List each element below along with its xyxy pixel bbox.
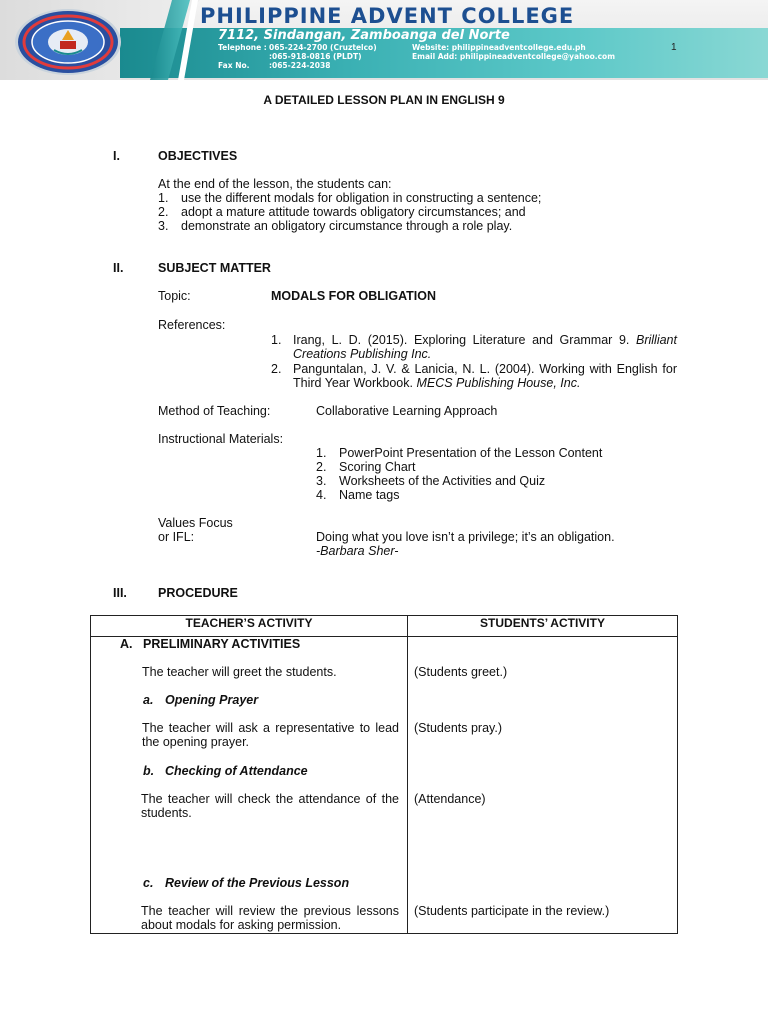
material-number: 4. xyxy=(316,488,327,502)
references-label: References: xyxy=(158,318,226,332)
procedure-numeral: III. xyxy=(113,586,127,600)
objective-number: 3. xyxy=(158,219,169,233)
section-title: PRELIMINARY ACTIVITIES xyxy=(143,637,301,651)
reference-publisher: MECS Publishing House, Inc. xyxy=(416,376,581,390)
subsection-letter: a. xyxy=(143,693,154,707)
subject-matter-numeral: II. xyxy=(113,261,124,275)
college-name: PHILIPPINE ADVENT COLLEGE xyxy=(200,4,575,28)
teacher-activity: The teacher will ask a representative to lead the opening prayer. xyxy=(142,721,399,749)
topic-value: MODALS FOR OBLIGATION xyxy=(271,289,437,303)
teacher-activity-header: TEACHER’S ACTIVITY xyxy=(91,616,408,637)
fax-number: :065-224-2038 xyxy=(269,61,331,70)
teacher-activity-cell xyxy=(91,637,408,934)
reference-text: Irang, L. D. (2015). Exploring Literature and Grammar 9. xyxy=(293,333,630,347)
reference-publisher: Brilliant Creations Publishing Inc. xyxy=(293,333,677,361)
subsection-letter: c. xyxy=(143,876,154,890)
values-label-ifl: or IFL: xyxy=(158,530,195,544)
subsection-title: Review of the Previous Lesson xyxy=(165,876,350,890)
objective-text: adopt a mature attitude towards obligatory circumstances; and xyxy=(181,205,526,219)
document-title: A DETAILED LESSON PLAN IN ENGLISH 9 xyxy=(263,93,505,107)
students-activity: (Attendance) xyxy=(414,792,486,806)
website: Website: philippineadventcollege.edu.ph xyxy=(412,43,586,52)
material-text: PowerPoint Presentation of the Lesson Content xyxy=(339,446,603,460)
reference-entry xyxy=(293,362,677,390)
telephone-1: 065-224-2700 (Cruztelco) xyxy=(269,43,377,52)
values-quote: Doing what you love isn’t a privilege; it’s an obligation. xyxy=(316,530,615,544)
objective-text: use the different modals for obligation in constructing a sentence; xyxy=(181,191,542,205)
teacher-activity: The teacher will review the previous lessons about modals for asking permission. xyxy=(141,904,399,932)
topic-label: Topic: xyxy=(158,289,191,303)
procedure-heading: PROCEDURE xyxy=(158,586,238,600)
material-text: Name tags xyxy=(339,488,400,502)
teacher-activity: The teacher will greet the students. xyxy=(142,665,337,679)
procedure-table xyxy=(90,615,678,934)
objectives-numeral: I. xyxy=(113,149,120,163)
objective-number: 2. xyxy=(158,205,169,219)
values-quote-author: -Barbara Sher- xyxy=(316,544,399,558)
table-header-row xyxy=(91,616,678,637)
subsection-letter: b. xyxy=(143,764,155,778)
material-text: Worksheets of the Activities and Quiz xyxy=(339,474,546,488)
reference-entry xyxy=(293,333,677,361)
material-number: 1. xyxy=(316,446,327,460)
material-number: 2. xyxy=(316,460,327,474)
material-number: 3. xyxy=(316,474,327,488)
students-activity: (Students pray.) xyxy=(414,721,503,735)
material-text: Scoring Chart xyxy=(339,460,416,474)
email-address: Email Add: philippineadventcollege@yahoo.com xyxy=(412,52,616,61)
table-row xyxy=(91,637,678,934)
subsection-title: Checking of Attendance xyxy=(165,764,308,778)
fax-label: Fax No. xyxy=(218,61,250,70)
reference-number: 2. xyxy=(271,362,282,376)
subsection-title: Opening Prayer xyxy=(165,693,259,707)
subject-matter-heading: SUBJECT MATTER xyxy=(158,261,271,275)
values-label: Values Focus xyxy=(158,516,233,530)
students-activity-header: STUDENTS’ ACTIVITY xyxy=(408,616,678,637)
method-label: Method of Teaching: xyxy=(158,404,271,418)
method-value: Collaborative Learning Approach xyxy=(316,404,498,418)
students-activity: (Students greet.) xyxy=(414,665,508,679)
objectives-intro: At the end of the lesson, the students can: xyxy=(158,177,392,191)
telephone-2: :065-918-0816 (PLDT) xyxy=(269,52,362,61)
header-banner xyxy=(0,0,768,80)
college-seal-logo xyxy=(14,8,122,76)
reference-number: 1. xyxy=(271,333,282,347)
objective-text: demonstrate an obligatory circumstance through a role play. xyxy=(181,219,513,233)
reference-text: Panguntalan, J. V. & Lanicia, N. L. (2004). Working with English for Third Year Workbook. xyxy=(293,362,677,390)
college-address: 7112, Sindangan, Zamboanga del Norte xyxy=(218,28,510,43)
students-activity: (Students participate in the review.) xyxy=(414,904,610,918)
materials-label: Instructional Materials: xyxy=(158,432,284,446)
objective-number: 1. xyxy=(158,191,169,205)
section-letter: A. xyxy=(120,637,133,651)
students-activity-cell xyxy=(408,637,678,934)
teacher-activity: The teacher will check the attendance of the students. xyxy=(141,792,399,820)
objectives-heading: OBJECTIVES xyxy=(158,149,238,163)
telephone-label: Telephone : xyxy=(218,43,267,52)
page-number: 1 xyxy=(671,42,677,53)
